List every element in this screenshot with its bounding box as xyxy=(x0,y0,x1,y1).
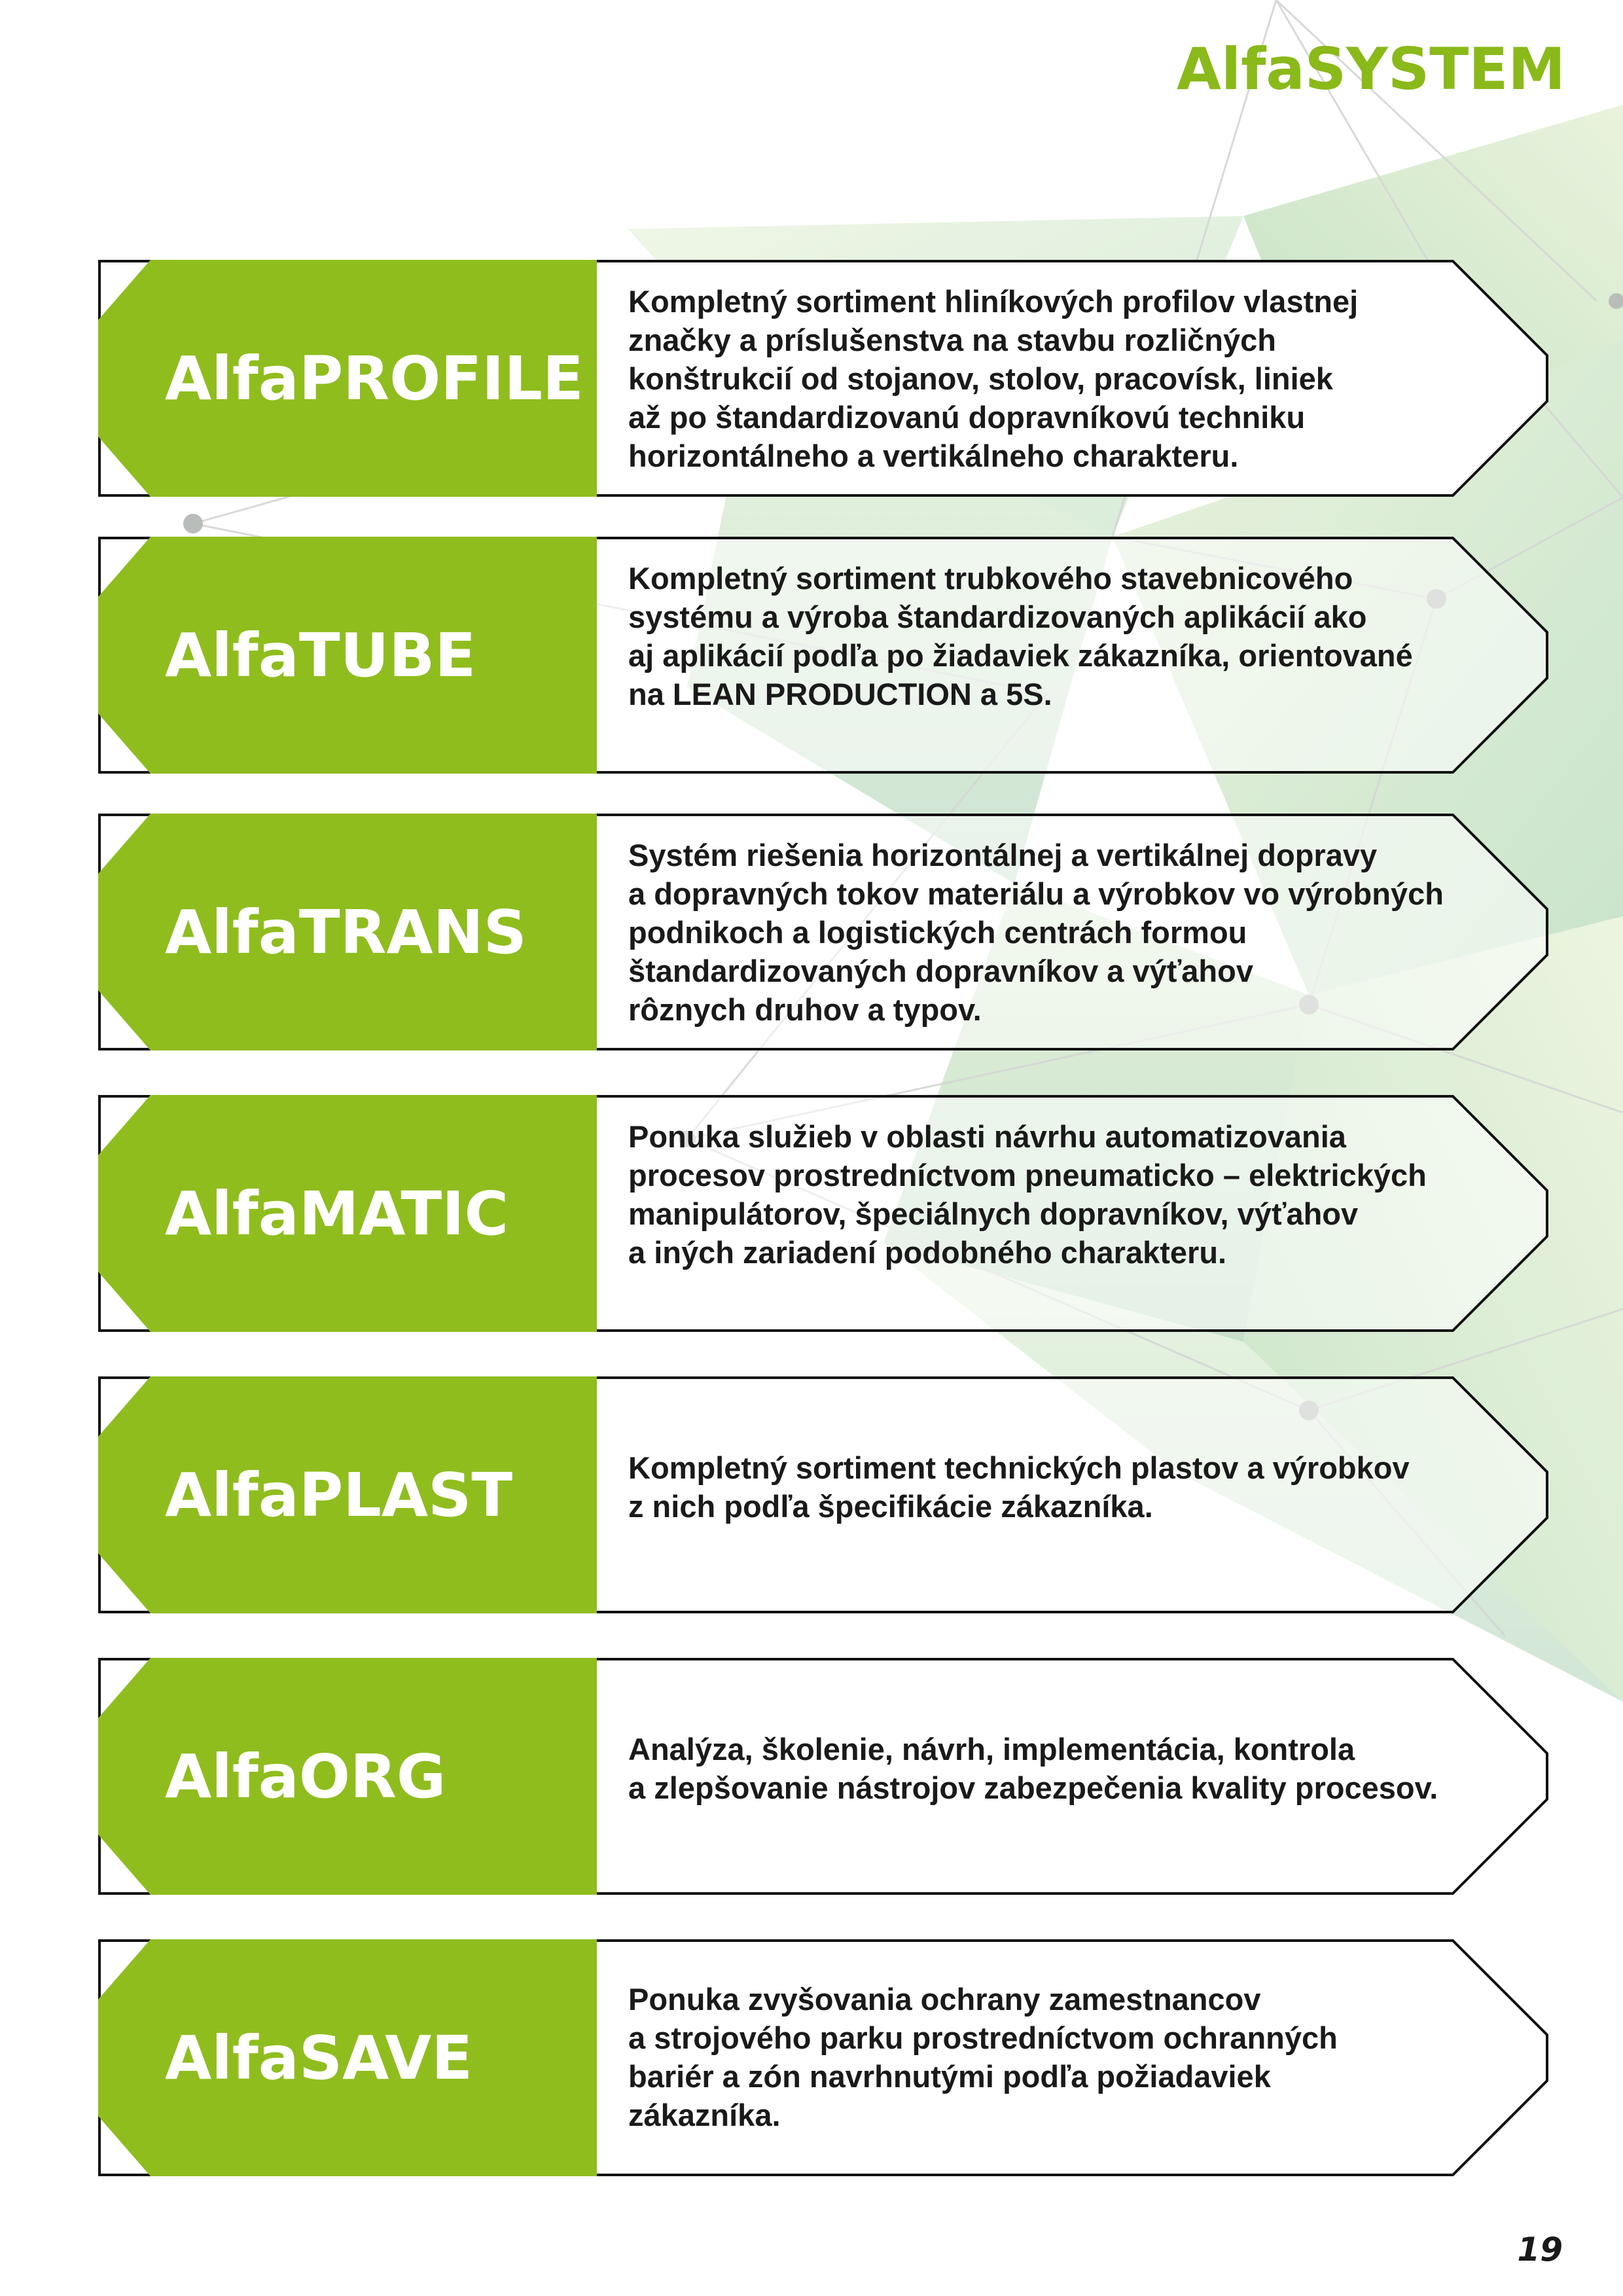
product-name: AlfaMATIC xyxy=(165,1178,508,1249)
product-name: AlfaPLAST xyxy=(165,1460,513,1530)
product-row-alfasave xyxy=(98,1939,1548,2176)
product-description: Kompletný sortiment trubkového stavebnicového systému a výroba štandardizovaných aplikácií ako aj aplikácií podľa po žiadaviek zákazníka, orientované na LEAN PRODUCTION a 5S. xyxy=(628,561,1413,711)
product-row-alfatrans xyxy=(98,814,1548,1050)
product-name: AlfaSAVE xyxy=(165,2022,473,2093)
product-description: Systém riešenia horizontálnej a vertikálnej dopravy a dopravných tokov materiálu a výrobkov vo výrobných podnikoch a logistických centrách formou štandardizovaných dopravníkov a výťahov rôznych druhov a typov. xyxy=(628,838,1444,1027)
page-title: AlfaSYSTEM xyxy=(1176,35,1565,103)
product-description: Analýza, školenie, návrh, implementácia, kontrola a zlepšovanie nástrojov zabezpečenia kvality procesov. xyxy=(628,1732,1438,1805)
product-description: Kompletný sortiment hliníkových profilov vlastnej značky a príslušenstva na stavbu rozličných konštrukcií od stojanov, stolov, pracovísk, liniek až po štandardizovanú dopravníkovú techniku horizontálneho a vertikálneho charakteru. xyxy=(628,284,1359,473)
product-row-alfaprofile xyxy=(98,260,1548,497)
product-row-alfaorg xyxy=(98,1658,1548,1895)
product-description: Ponuka zvyšovania ochrany zamestnancov a strojového parku prostredníctvom ochranných bariér a zón navrhnutými podľa požiadaviek zákazníka. xyxy=(628,1982,1338,2132)
product-row-alfaplast xyxy=(98,1376,1548,1613)
product-name: AlfaPROFILE xyxy=(165,343,584,414)
product-description: Kompletný sortiment technických plastov a výrobkov z nich podľa špecifikácie zákazníka. xyxy=(628,1450,1410,1524)
product-name: AlfaTRANS xyxy=(165,897,527,967)
product-row-alfamatic xyxy=(98,1095,1548,1332)
page-number: 19 xyxy=(1517,2231,1563,2269)
product-name: AlfaTUBE xyxy=(165,620,476,691)
product-name: AlfaORG xyxy=(165,1741,446,1812)
product-row-alfatube xyxy=(98,537,1548,774)
product-description: Ponuka služieb v oblasti návrhu automatizovania procesov prostredníctvom pneumaticko – elektrických manipulátorov, špeciálnych dopravníkov, výťahov a iných zariadení podobného charakteru. xyxy=(628,1119,1427,1270)
